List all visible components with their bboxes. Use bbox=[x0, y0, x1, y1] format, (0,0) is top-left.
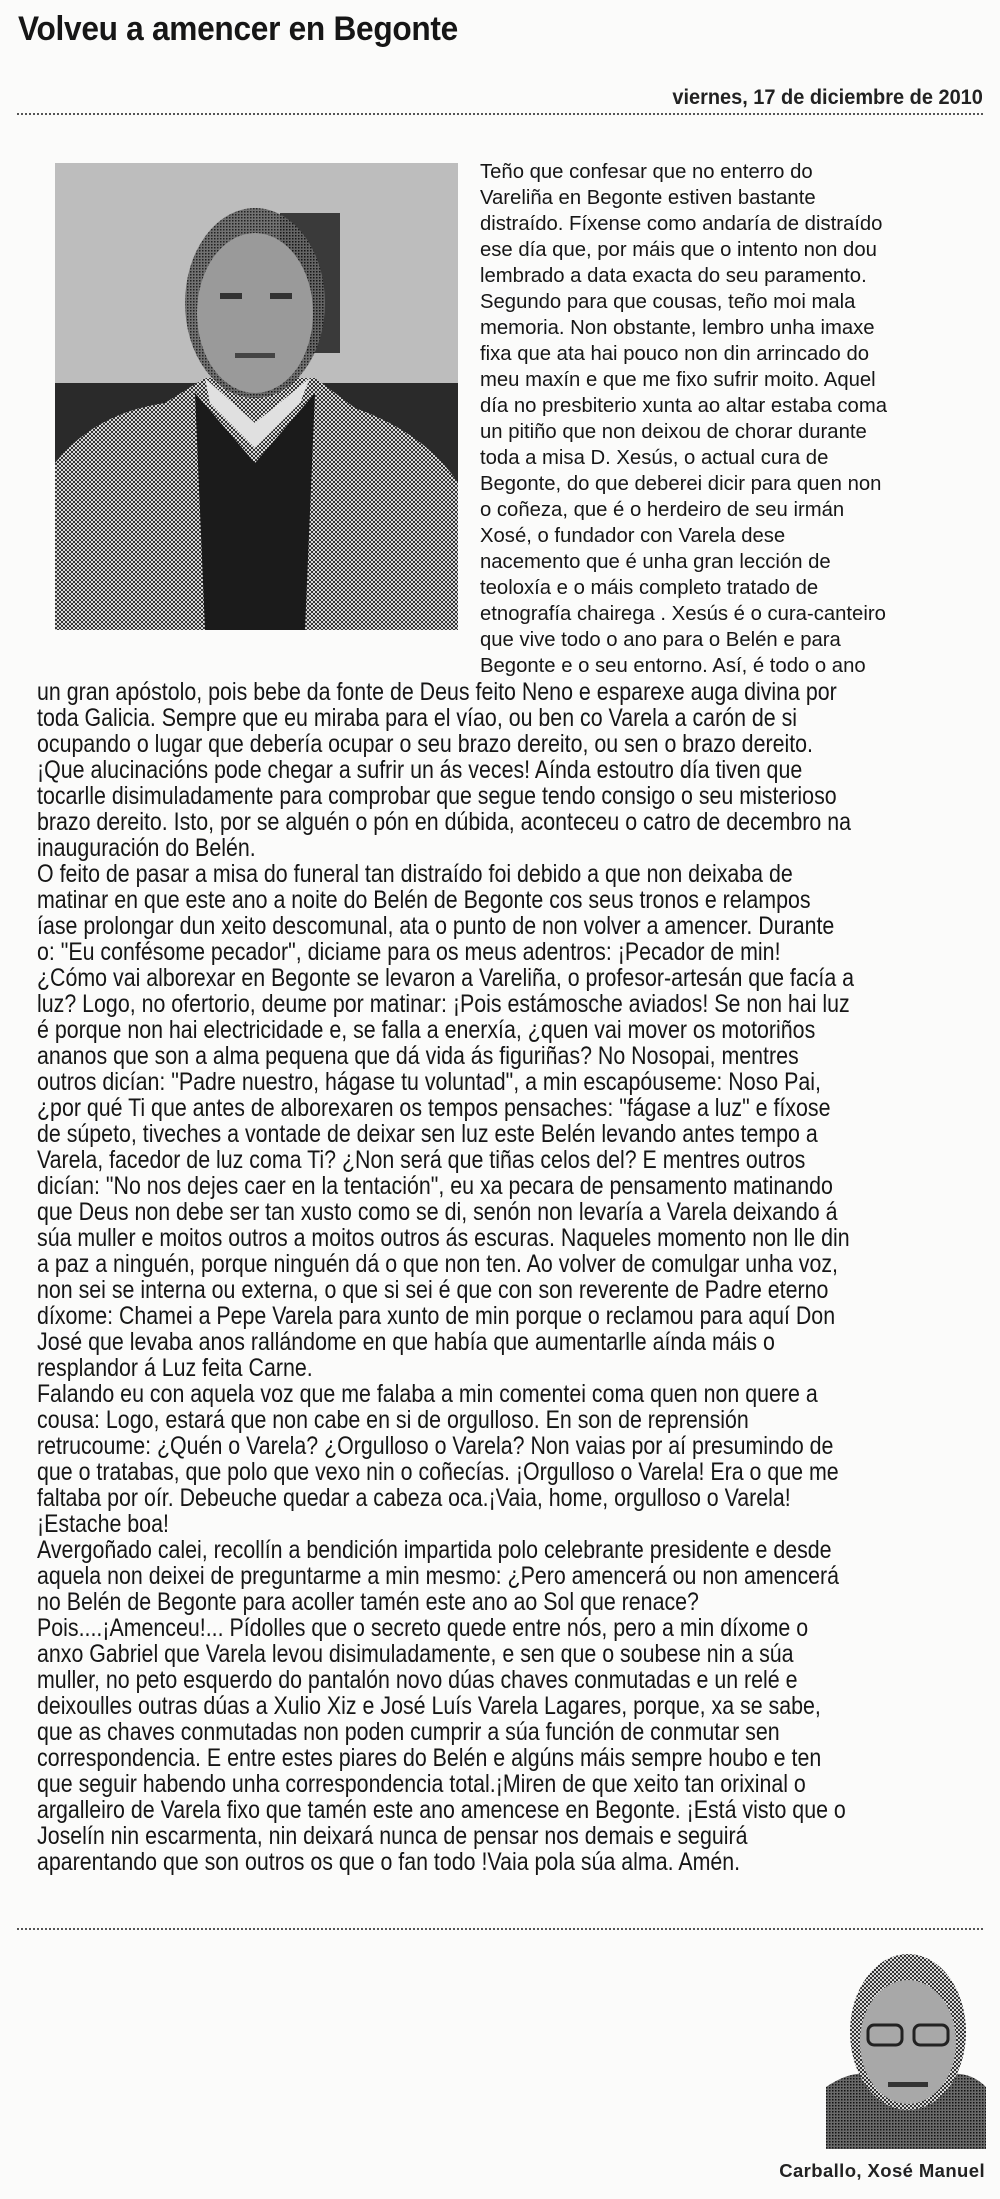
text-line: un pitiño que non deixou de chorar durante bbox=[480, 421, 867, 443]
author-name: Carballo, Xosé Manuel bbox=[779, 2160, 985, 2181]
text-line: Pois....¡Amenceu!... Pídolles que o secreto quede entre nós, pero a min díxome o bbox=[37, 1614, 809, 1642]
text-line: resplandor á Luz feita Carne. bbox=[37, 1354, 313, 1382]
text-line: no Belén de Begonte para acoller tamén este ano ao Sol que renace? bbox=[37, 1588, 699, 1616]
text-line: muller, no peto esquerdo do pantalón novo dúas chaves conmutadas e un relé e bbox=[37, 1666, 798, 1694]
text-line: díxome: Chamei a Pepe Varela para xunto de min porque o reclamou para aquí Don bbox=[37, 1302, 836, 1330]
text-line: ¿Cómo vai alborexar en Begonte se levaron a Vareliña, o profesor-artesán que facía a bbox=[37, 964, 855, 992]
text-line: meu maxín e que me fixo sufrir moito. Aquel bbox=[480, 369, 876, 391]
text-line: outros dicían: "Padre nuestro, hágase tu voluntad", a min escapóuseme: Noso Pai, bbox=[37, 1068, 821, 1096]
text-line: O feito de pasar a misa do funeral tan distraído foi debido a que non deixaba de bbox=[37, 860, 793, 888]
text-line: que o tratabas, que polo que vexo nin o coñecías. ¡Orgulloso o Varela! Era o que me bbox=[37, 1458, 839, 1486]
text-line: anxo Gabriel que Varela levou disimuladamente, e sen que o soubese nin a súa bbox=[37, 1640, 794, 1668]
text-line: matinar en que este ano a noite do Belén de Begonte cos seus tronos e relampos bbox=[37, 886, 811, 914]
text-line: que Deus non debe ser tan xusto como se di, senón non levaría a Varela deixando á bbox=[37, 1198, 838, 1226]
text-line: ¡Que alucinacións pode chegar a sufrir un ás veces! Aínda estoutro día tiven que bbox=[37, 756, 803, 784]
text-line: a paz a ninguén, porque ninguén dá o que non ten. Ao volver de comulgar unha voz, bbox=[37, 1250, 838, 1278]
text-line: un gran apóstolo, pois bebe da fonte de Deus feito Neno e esparexe auga divina por bbox=[37, 678, 837, 706]
text-line: toda Galicia. Sempre que eu miraba para el víao, ou ben co Varela a carón de si bbox=[37, 704, 798, 732]
article-title: Volveu a amencer en Begonte bbox=[18, 10, 458, 48]
divider-bottom bbox=[17, 1928, 983, 1930]
text-line: José que levaba anos rallándome en que había que aumentarlle aínda máis o bbox=[37, 1328, 775, 1356]
author-photo bbox=[826, 1937, 986, 2149]
text-line: memoria. Non obstante, lembro unha imaxe bbox=[480, 317, 875, 339]
text-line: ¡Estache boa! bbox=[37, 1510, 169, 1538]
text-line: fixa que ata hai pouco non din arrincado do bbox=[480, 343, 870, 365]
divider-top bbox=[17, 113, 983, 115]
text-line: que as chaves conmutadas non poden cumprir a súa función de conmutar sen bbox=[37, 1718, 780, 1746]
text-line: argalleiro de Varela fixo que tamén este ano amencese en Begonte. ¡Está visto que o bbox=[37, 1796, 846, 1824]
text-line: Vareliña en Begonte estiven bastante bbox=[480, 187, 816, 209]
subject-photo bbox=[55, 163, 458, 630]
text-line: Teño que confesar que no enterro do bbox=[480, 161, 813, 183]
text-line: Begonte e o seu entorno. Así, é todo o ano bbox=[480, 655, 866, 677]
text-line: Segundo para que cousas, teño moi mala bbox=[480, 291, 856, 313]
article-intro bbox=[480, 159, 887, 679]
text-line: distraído. Fíxense como andaría de distraído bbox=[480, 213, 883, 235]
text-line: cousa: Logo, estará que non cabe en si de orgulloso. En son de reprensión bbox=[37, 1406, 749, 1434]
text-line: Joselín nin escarmenta, nin deixará nunca de pensar nos demais e seguirá bbox=[37, 1822, 748, 1850]
text-line: ocupando o lugar que debería ocupar o seu brazo dereito, ou sen o brazo dereito. bbox=[37, 730, 813, 758]
text-line: é porque non hai electricidade e, se falla a enerxía, ¿quen vai mover os motoriños bbox=[37, 1016, 816, 1044]
text-line: lembrado a data exacta do seu paramento. bbox=[480, 265, 867, 287]
text-line: luz? Logo, no ofertorio, deume por matinar: ¡Pois estámosche aviados! Se non hai luz bbox=[37, 990, 850, 1018]
text-line: o: "Eu confésome pecador", diciame para os meus adentros: ¡Pecador de min! bbox=[37, 938, 781, 966]
text-line: ananos que son a alma pequena que dá vida ás figuriñas? No Nosopai, mentres bbox=[37, 1042, 799, 1070]
text-line: toda a misa D. Xesús, o actual cura de bbox=[480, 447, 829, 469]
text-line: íase prolongar dun xeito descomunal, ata o punto de non volver a amencer. Durante bbox=[37, 912, 835, 940]
text-line: Varela, facedor de luz coma Ti? ¿Non será que tiñas celos del? E mentres outros bbox=[37, 1146, 806, 1174]
text-line: aparentando que son outros os que o fan todo !Vaia pola súa alma. Amén. bbox=[37, 1848, 741, 1876]
text-line: teoloxía e o máis completo tratado de bbox=[480, 577, 819, 599]
text-line: aquela non deixei de preguntarme a min mesmo: ¿Pero amencerá ou non amencerá bbox=[37, 1562, 840, 1590]
text-line: Xosé, o fundador con Varela dese bbox=[480, 525, 786, 547]
text-line: tocarlle disimuladamente para comprobar que segue tendo consigo o seu misterioso bbox=[37, 782, 837, 810]
text-line: día no presbiterio xunta ao altar estaba coma bbox=[480, 395, 888, 417]
text-line: que seguir habendo unha correspondencia total.¡Miren de que xeito tan orixinal o bbox=[37, 1770, 806, 1798]
text-line: faltaba por oír. Debeuche quedar a cabeza oca.¡Vaia, home, orgulloso o Varela! bbox=[37, 1484, 791, 1512]
text-line: ese día que, por máis que o intento non dou bbox=[480, 239, 877, 261]
text-line: deixoulles outras dúas a Xulio Xiz e José Luís Varela Lagares, porque, xa se sabe, bbox=[37, 1692, 821, 1720]
text-line: ¿por qué Ti que antes de alborexaren os tempos pensaches: "fágase a luz" e fíxose bbox=[37, 1094, 831, 1122]
text-line: o coñeza, que é o herdeiro de seu irmán bbox=[480, 499, 845, 521]
text-line: de súpeto, tiveches a vontade de deixar sen luz este Belén levando antes tempo a bbox=[37, 1120, 818, 1148]
text-line: Falando eu con aquela voz que me falaba a min comentei coma quen non quere a bbox=[37, 1380, 818, 1408]
text-line: inauguración do Belén. bbox=[37, 834, 256, 862]
text-line: retrucoume: ¿Quén o Varela? ¿Orgulloso o Varela? Non vaias por aí presumindo de bbox=[37, 1432, 834, 1460]
text-line: correspondencia. E entre estes piares do Belén e algúns máis sempre houbo e ten bbox=[37, 1744, 822, 1772]
text-line: brazo dereito. Isto, por se alguén o pón en dúbida, aconteceu o catro de decembro na bbox=[37, 808, 852, 836]
text-line: etnografía chairega . Xesús é o cura-canteiro bbox=[480, 603, 886, 625]
text-line: non sei se interna ou externa, o que si sei é que con son reverente de Padre eterno bbox=[37, 1276, 829, 1304]
text-line: Begonte, do que deberei dicir para quen non bbox=[480, 473, 882, 495]
text-line: nacemento que é unha gran lección de bbox=[480, 551, 831, 573]
article-body bbox=[37, 679, 993, 1875]
text-line: que vive todo o ano para o Belén e para bbox=[480, 629, 841, 651]
article-date: viernes, 17 de diciembre de 2010 bbox=[672, 86, 983, 109]
text-line: dicían: "No nos dejes caer en la tentación", eu xa pecara de pensamento matinando bbox=[37, 1172, 833, 1200]
text-line: Avergoñado calei, recollín a bendición impartida polo celebrante presidente e desde bbox=[37, 1536, 832, 1564]
text-line: súa muller e moitos outros a moitos outros ás escuras. Naqueles momento non lle din bbox=[37, 1224, 850, 1252]
